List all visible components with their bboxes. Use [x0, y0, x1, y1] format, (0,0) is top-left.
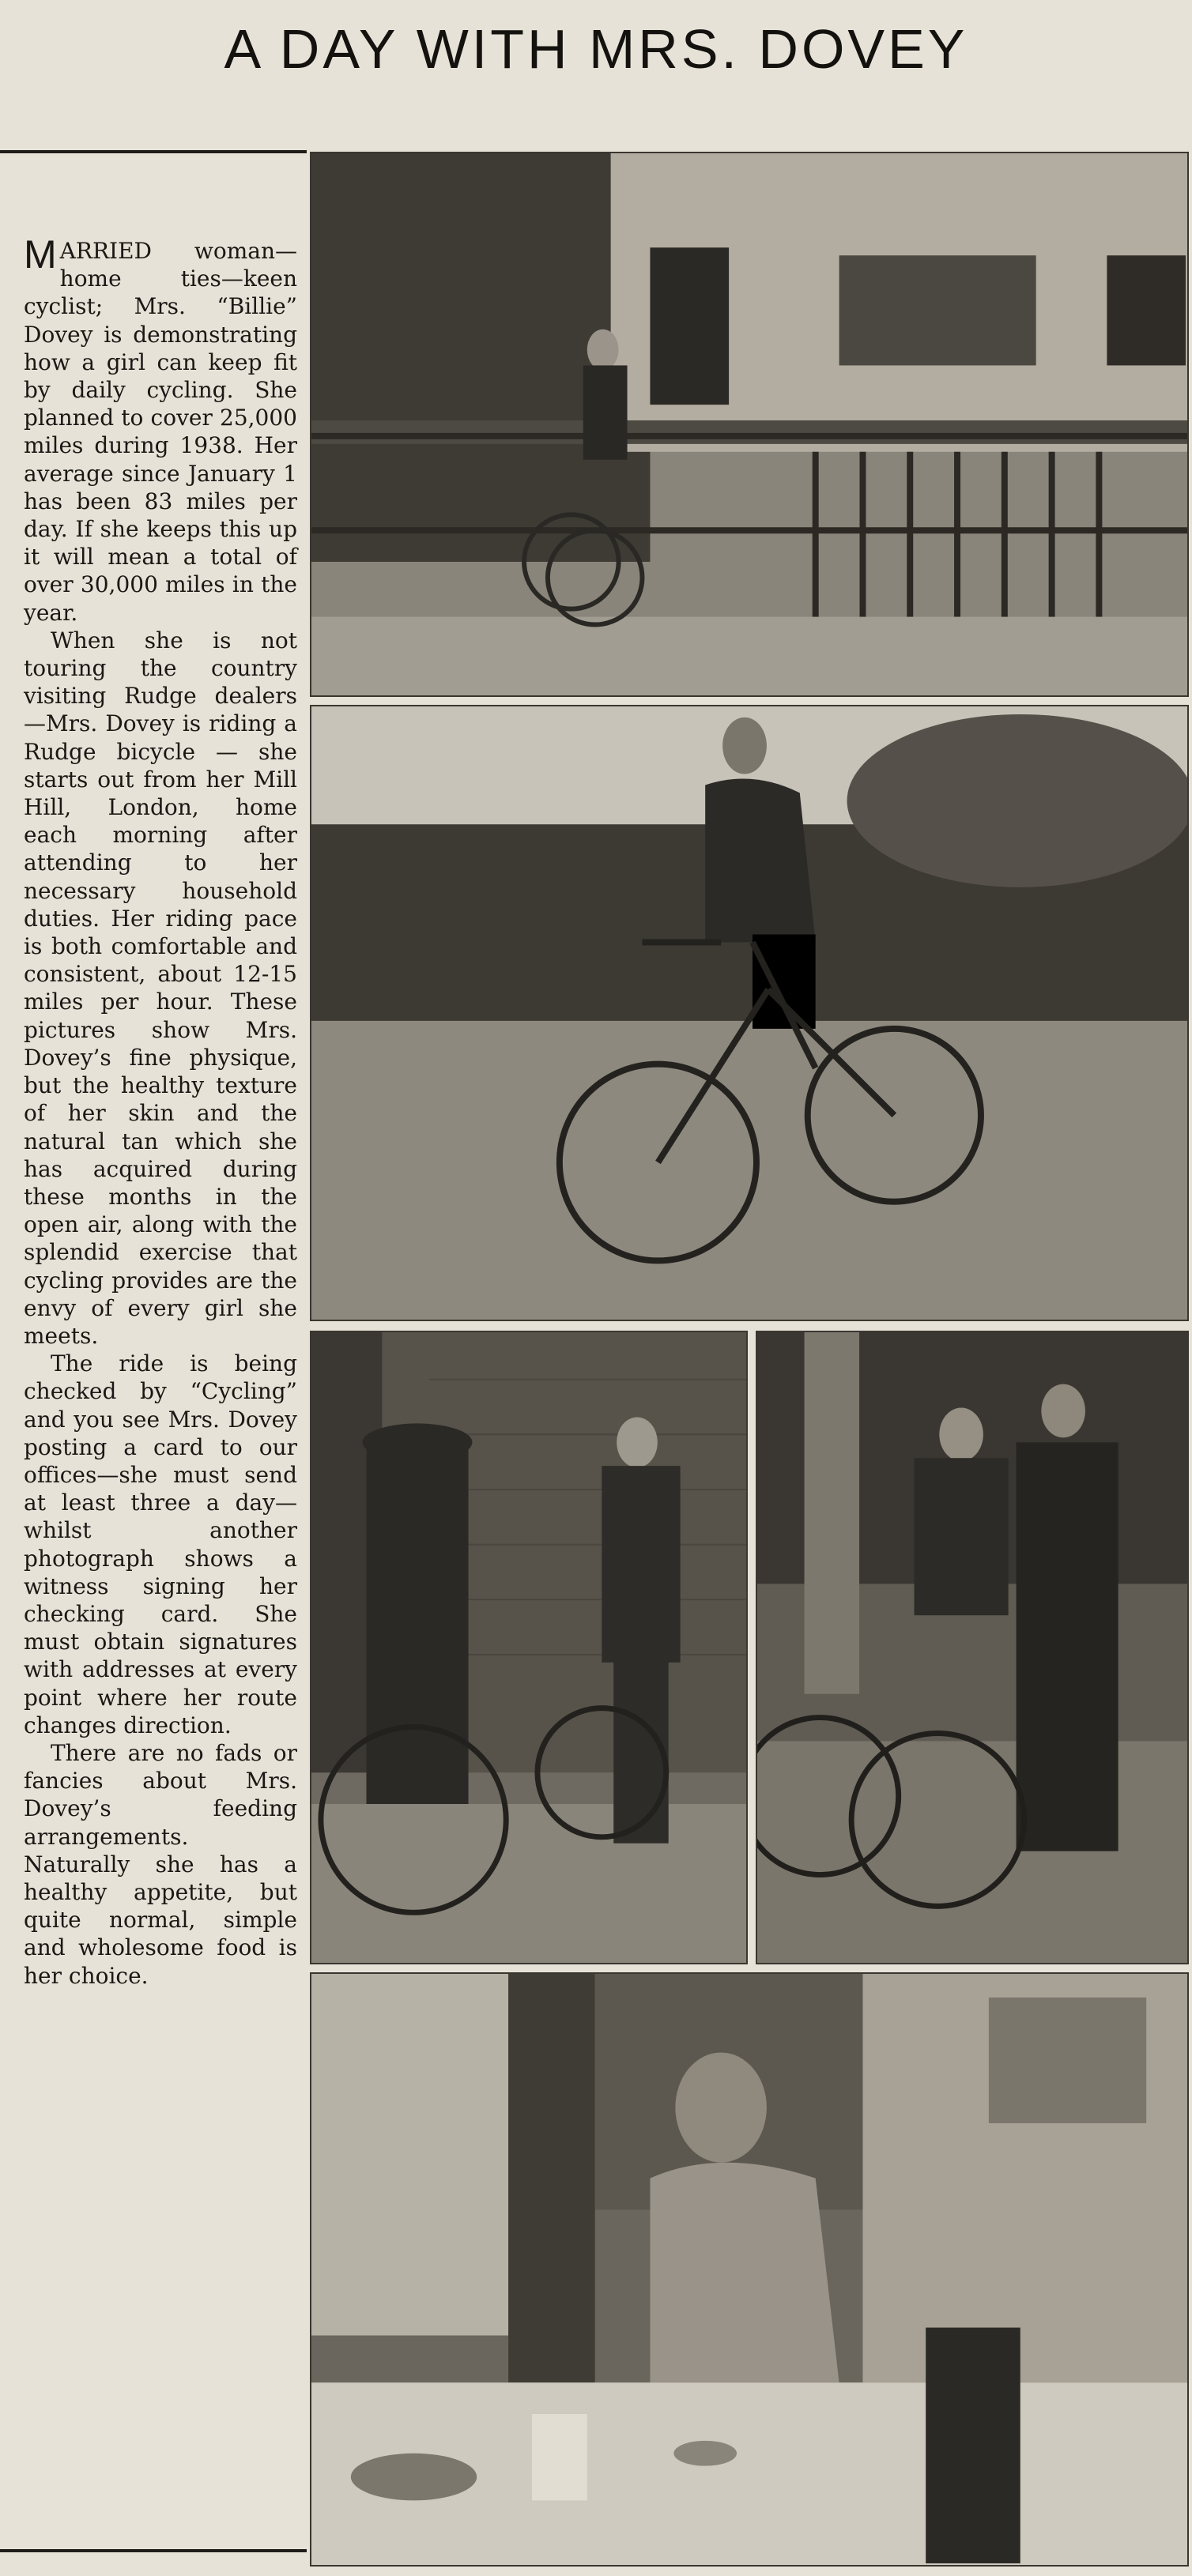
photo-posting-card: [310, 1331, 748, 1964]
article-title: A DAY WITH MRS. DOVEY: [224, 18, 968, 80]
paragraph-4: There are no fads or fancies about Mrs. Dovey’s feeding arrangements. Naturally she has a healthy appetite, but quite normal, simple and wholesome food is her choice.: [24, 1739, 297, 1989]
paragraph-1: MARRIED woman—home ties—keen cyclist; Mrs. “Billie” Dovey is demonstrating how a girl can keep fit by daily cycling. She planned to cover 25,000 miles during 1938. Her average since January 1 has been 83 miles per day. If she keeps this up it will mean a total of over 30,000 miles in the year.: [24, 232, 297, 626]
photo-witness-signing-image: [757, 1332, 1187, 1963]
photo-posting-card-image: [311, 1332, 746, 1963]
photo-rider-at-gate: [310, 152, 1189, 697]
photo-witness-signing: [756, 1331, 1189, 1964]
article-body: [24, 232, 297, 1990]
photo-rider-on-road-image: [311, 706, 1187, 1320]
paragraph-2: When she is not touring the country visiting Rudge dealers—Mrs. Dovey is riding a Rudge bicycle — she starts out from her Mill Hill, London, home each morning after attending to her necessary household duties. Her riding pace is both comfortable and consistent, about 12-15 miles per hour. These pictures show Mrs. Dovey’s fine physique, but the healthy texture of her skin and the natural tan which she has acquired during these months in the open air, along with the splendid exercise that cycling provides are the envy of every girl she meets.: [24, 627, 297, 1349]
bottom-rule: [0, 2549, 307, 2552]
paragraph-3: The ride is being checked by “Cycling” and you see Mrs. Dovey posting a card to our offices—she must send at least three a day—whilst another photograph shows a witness signing her checking card. She must obtain signatures with addresses at every point where her route changes direction.: [24, 1350, 297, 1738]
top-rule: [0, 150, 307, 153]
drop-cap: M: [24, 232, 57, 277]
photo-rider-on-road: [310, 705, 1189, 1321]
photo-breakfast-table: [310, 1972, 1189, 2567]
photo-rider-at-gate-image: [311, 153, 1187, 695]
photo-breakfast-table-image: [311, 1974, 1187, 2565]
